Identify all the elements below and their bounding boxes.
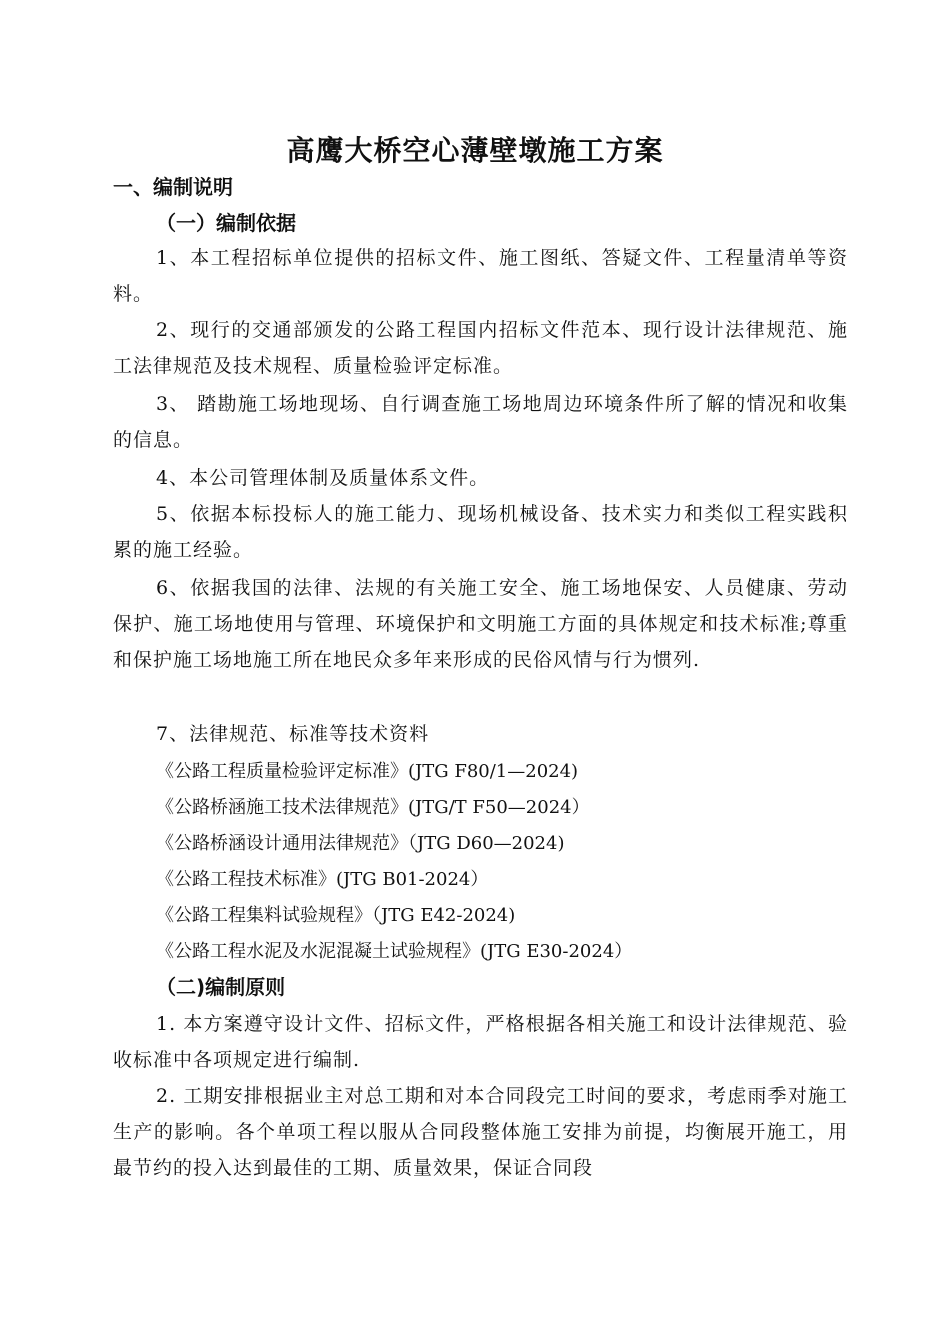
section-heading-compilation-notes: 一、编制说明 [113, 175, 233, 199]
basis-item-2: 2、现行的交通部颁发的公路工程国内招标文件范本、现行设计法律规范、施工法律规范及技术规程、质量检验评定标准。 [113, 319, 848, 377]
reference-standard: 《公路工程水泥及水泥混凝土试验规程》(JTG E30-2024） [156, 941, 633, 962]
reference-standard: 《公路桥涵施工技术法律规范》(JTG/T F50—2024） [156, 797, 590, 818]
basis-item-5: 5、依据本标投标人的施工能力、现场机械设备、技术实力和类似工程实践积累的施工经验。 [113, 503, 848, 561]
basis-item-6: 6、依据我国的法律、法规的有关施工安全、施工场地保安、人员健康、劳动保护、施工场地使用与管理、环境保护和文明施工方面的具体规定和技术标准;尊重和保护施工场地施工所在地民众多年来形成的民俗风情与行为惯列. [113, 577, 848, 671]
basis-item-4: 4、本公司管理体制及质量体系文件。 [156, 467, 490, 489]
principle-item-2: 2. 工期安排根据业主对总工期和对本合同段完工时间的要求，考虑雨季对施工生产的影响。各个单项工程以服从合同段整体施工安排为前提，均衡展开施工，用最节约的投入达到最佳的工期、质量效果，保证合同段 [113, 1085, 848, 1179]
reference-standard: 《公路工程集料试验规程》（JTG E42-2024) [156, 905, 516, 926]
subsection-heading-basis: （一）编制依据 [156, 211, 296, 235]
basis-item-3: 3、 踏勘施工场地现场、自行调查施工场地周边环境条件所了解的情况和收集的信息。 [113, 393, 848, 451]
basis-item-7: 7、法律规范、标准等技术资料 [156, 723, 430, 745]
reference-standard: 《公路工程质量检验评定标准》(JTG F80/1—2024) [156, 761, 579, 782]
document-title: 高鹰大桥空心薄壁墩施工方案 [286, 134, 664, 167]
subsection-heading-principles: （二)编制原则 [156, 975, 286, 999]
reference-standard: 《公路工程技术标准》(JTG B01-2024） [156, 869, 489, 890]
principle-item-1: 1. 本方案遵守设计文件、招标文件，严格根据各相关施工和设计法律规范、验收标准中各项规定进行编制. [113, 1013, 848, 1071]
reference-standard: 《公路桥涵设计通用法律规范》（JTG D60—2024) [156, 833, 565, 854]
basis-item-1: 1、本工程招标单位提供的招标文件、施工图纸、答疑文件、工程量清单等资料。 [113, 247, 848, 305]
